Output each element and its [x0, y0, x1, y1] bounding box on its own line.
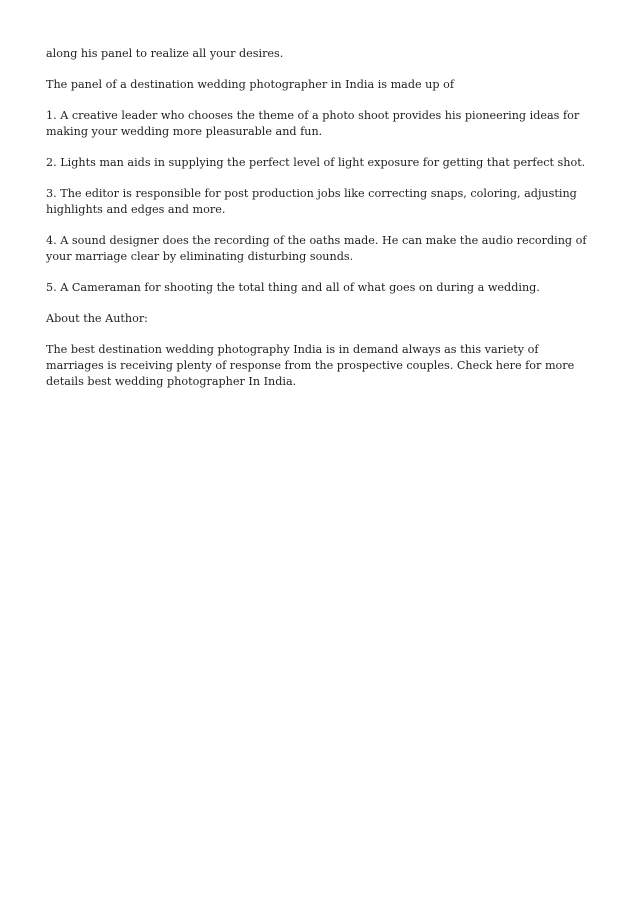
list-item-sound-designer: 4. A sound designer does the recording of the oaths made. He can make the audio recording of your marriage clear by eliminating disturbing sounds. — [46, 234, 587, 263]
list-item-lights-man: 2. Lights man aids in supplying the perfect level of light exposure for getting that perfect shot. — [46, 156, 586, 169]
about-author-heading: About the Author: — [46, 312, 148, 325]
list-item-creative-leader: 1. A creative leader who chooses the theme of a photo shoot provides his pioneering ideas for making your wedding more pleasurable and fun. — [46, 109, 580, 138]
list-item-editor: 3. The editor is responsible for post production jobs like correcting snaps, coloring, adjusting highlights and edges and more. — [46, 187, 577, 216]
list-item-cameraman: 5. A Cameraman for shooting the total thing and all of what goes on during a wedding. — [46, 281, 540, 294]
document-body — [46, 46, 598, 405]
paragraph-continuation: along his panel to realize all your desires. — [46, 47, 284, 60]
paragraph-panel-intro: The panel of a destination wedding photographer in India is made up of — [46, 78, 454, 91]
about-author-text: The best destination wedding photography India is in demand always as this variety of marriages is receiving plenty of response from the prospective couples. Check here for more details best wedding photographer In India. — [46, 343, 575, 388]
